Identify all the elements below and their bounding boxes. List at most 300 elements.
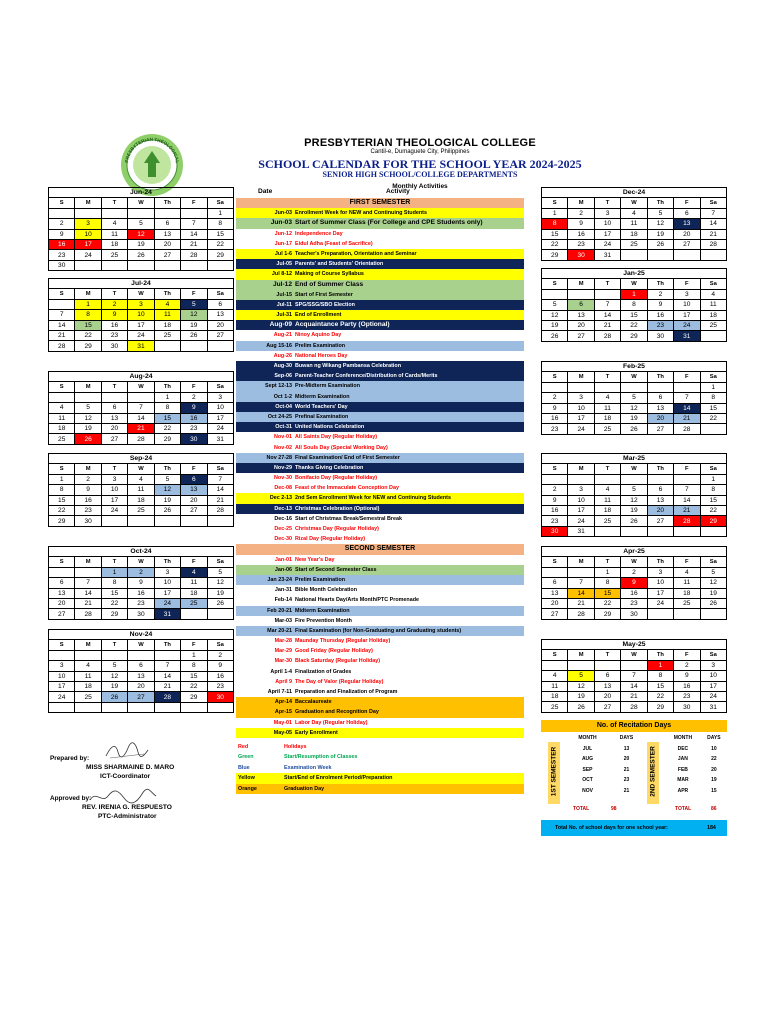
day-cell: 3 xyxy=(154,567,180,577)
empty-cell xyxy=(75,260,101,270)
day-cell: 18 xyxy=(700,310,726,320)
activity-text: Making of Course Syllabus xyxy=(295,271,364,278)
day-cell: 16 xyxy=(542,505,568,515)
day-cell: 24 xyxy=(207,423,233,433)
empty-cell xyxy=(181,609,207,619)
day-cell: 18 xyxy=(101,239,127,249)
day-cell: 12 xyxy=(101,671,127,681)
activity-date: May-05 xyxy=(273,729,292,736)
activity-text: Early Enrollment xyxy=(295,729,338,736)
activity-row xyxy=(236,656,524,666)
day-cell: 29 xyxy=(700,516,726,526)
day-cell: 20 xyxy=(181,495,207,505)
day-cell: 30 xyxy=(128,609,154,619)
day-cell: 19 xyxy=(647,229,673,239)
activity-date: Jun-17 xyxy=(274,240,292,247)
day-cell: 10 xyxy=(154,578,180,588)
legend-row xyxy=(236,773,524,783)
weekday-header: Th xyxy=(647,650,673,660)
day-cell: 23 xyxy=(542,516,568,526)
day-cell: 10 xyxy=(75,229,101,239)
seal-text: PRESBYTERIAN THEOLOGICAL xyxy=(124,136,180,164)
day-cell: 26 xyxy=(154,505,180,515)
day-cell: 12 xyxy=(207,578,233,588)
weekday-header: W xyxy=(128,382,154,392)
day-cell: 25 xyxy=(154,330,180,340)
day-cell: 23 xyxy=(647,320,673,330)
activity-row xyxy=(236,606,524,616)
empty-cell xyxy=(700,331,726,341)
recitation-days: 21 xyxy=(623,787,630,794)
legend-meaning: Start/End of Enrolment Period/Preparation xyxy=(284,775,393,782)
day-cell: 16 xyxy=(101,320,127,330)
empty-cell xyxy=(101,208,127,218)
activity-row xyxy=(236,575,524,585)
day-cell: 9 xyxy=(49,229,75,239)
day-cell: 18 xyxy=(181,588,207,598)
day-cell: 4 xyxy=(542,671,568,681)
weekday-header: M xyxy=(75,382,101,392)
activity-text: Labor Day (Regular Holiday) xyxy=(295,719,368,726)
empty-cell xyxy=(207,609,233,619)
day-cell: 27 xyxy=(101,434,127,444)
day-cell: 1 xyxy=(700,382,726,392)
activity-date: Oct-04 xyxy=(275,403,292,410)
activity-date: Dec-25 xyxy=(274,526,292,532)
school-days-total-label: Total No. of school days for one school year: xyxy=(555,825,668,831)
day-cell: 26 xyxy=(647,239,673,249)
day-cell: 10 xyxy=(207,403,233,413)
day-cell: 6 xyxy=(674,208,700,218)
day-cell: 26 xyxy=(621,516,647,526)
weekday-header: W xyxy=(621,372,647,382)
day-cell: 17 xyxy=(568,413,594,423)
empty-cell xyxy=(568,474,594,484)
day-cell: 16 xyxy=(542,413,568,423)
day-cell: 13 xyxy=(154,229,180,239)
day-cell: 22 xyxy=(154,423,180,433)
month-calendar-jan-25 xyxy=(541,268,727,342)
activity-text: Prelim Examination xyxy=(295,342,346,349)
day-cell: 3 xyxy=(568,393,594,403)
day-cell: 30 xyxy=(674,702,700,712)
day-cell: 2 xyxy=(181,392,207,402)
day-cell: 13 xyxy=(542,588,568,598)
activity-date: April 7-11 xyxy=(267,689,292,695)
day-cell: 28 xyxy=(154,692,180,702)
day-cell: 23 xyxy=(207,681,233,691)
day-cell: 18 xyxy=(75,681,101,691)
empty-cell xyxy=(154,702,180,712)
day-cell: 9 xyxy=(75,485,101,495)
day-cell: 21 xyxy=(207,495,233,505)
day-cell: 16 xyxy=(674,681,700,691)
day-cell: 6 xyxy=(49,578,75,588)
activity-date: Oct 24-25 xyxy=(267,413,292,420)
day-cell: 31 xyxy=(154,609,180,619)
activity-date: Oct-31 xyxy=(275,424,292,431)
legend-color-name: Green xyxy=(238,754,254,761)
day-cell: 22 xyxy=(75,330,101,340)
day-cell: 21 xyxy=(674,505,700,515)
semester-title: FIRST SEMESTER xyxy=(349,199,411,206)
day-cell: 10 xyxy=(647,578,673,588)
day-cell: 10 xyxy=(594,219,620,229)
first-semester-total-value: 98 xyxy=(611,806,617,812)
day-cell: 29 xyxy=(621,331,647,341)
weekday-header: Th xyxy=(154,557,180,567)
legend-meaning: Graduation Day xyxy=(284,785,325,792)
second-semester-tag xyxy=(647,742,659,804)
empty-cell xyxy=(700,250,726,260)
activity-row xyxy=(236,229,524,239)
days-column-header: DAYS xyxy=(619,735,634,742)
weekday-header: W xyxy=(128,198,154,208)
first-semester-days-table xyxy=(565,733,643,796)
day-cell: 5 xyxy=(542,300,568,310)
weekday-header: F xyxy=(674,372,700,382)
day-cell: 25 xyxy=(621,239,647,249)
day-cell: 20 xyxy=(101,423,127,433)
day-cell: 10 xyxy=(674,300,700,310)
empty-cell xyxy=(207,341,233,351)
recitation-days: 19 xyxy=(711,777,717,784)
empty-cell xyxy=(49,299,75,309)
month-title: Nov-24 xyxy=(49,630,234,640)
activity-text: New Year's Day xyxy=(295,556,335,563)
day-cell: 6 xyxy=(101,403,127,413)
empty-cell xyxy=(75,392,101,402)
activity-date: Nov-01 xyxy=(274,434,292,441)
day-cell: 23 xyxy=(128,598,154,608)
day-cell: 29 xyxy=(594,609,620,619)
day-cell: 10 xyxy=(101,485,127,495)
activity-row xyxy=(236,351,524,361)
activity-text: Teacher's Preparation, Orientation and Seminar xyxy=(295,250,417,257)
weekday-header: S xyxy=(542,372,568,382)
day-cell: 12 xyxy=(621,403,647,413)
day-cell: 26 xyxy=(207,598,233,608)
day-cell: 19 xyxy=(181,320,207,330)
activity-date: Mar-28 xyxy=(274,638,292,645)
day-cell: 15 xyxy=(207,229,233,239)
day-cell: 6 xyxy=(207,299,233,309)
month-column-header: MONTH xyxy=(673,735,693,742)
empty-cell xyxy=(128,260,154,270)
day-cell: 2 xyxy=(75,474,101,484)
day-cell: 19 xyxy=(542,320,568,330)
day-cell: 5 xyxy=(128,219,154,229)
day-cell: 17 xyxy=(594,229,620,239)
empty-cell xyxy=(75,702,101,712)
empty-cell xyxy=(542,474,568,484)
activity-row xyxy=(236,555,524,565)
day-cell: 23 xyxy=(101,330,127,340)
weekday-header: F xyxy=(674,557,700,567)
weekday-header: S xyxy=(542,198,568,208)
day-cell: 1 xyxy=(647,660,673,670)
empty-cell xyxy=(674,250,700,260)
activity-date: Mar-29 xyxy=(274,648,292,655)
day-cell: 1 xyxy=(621,289,647,299)
day-cell: 1 xyxy=(207,208,233,218)
activity-row xyxy=(236,443,524,453)
activity-text: United Nations Celebration xyxy=(295,424,365,431)
day-cell: 10 xyxy=(128,310,154,320)
day-cell: 4 xyxy=(101,219,127,229)
day-cell: 8 xyxy=(700,393,726,403)
activity-date: Dec 2-13 xyxy=(269,495,292,502)
weekday-header: F xyxy=(674,279,700,289)
month-title: Jun-24 xyxy=(49,188,234,198)
day-cell: 20 xyxy=(542,598,568,608)
day-cell: 15 xyxy=(700,403,726,413)
day-cell: 25 xyxy=(700,320,726,330)
weekday-header: Sa xyxy=(207,289,233,299)
activity-text: Acquaintance Party (Optional) xyxy=(295,321,390,329)
weekday-header: W xyxy=(128,557,154,567)
day-cell: 4 xyxy=(181,567,207,577)
recitation-month: JUL xyxy=(582,745,593,752)
day-cell: 9 xyxy=(542,403,568,413)
empty-cell xyxy=(181,516,207,526)
weekday-header: Sa xyxy=(700,372,726,382)
day-cell: 20 xyxy=(674,229,700,239)
empty-cell xyxy=(154,341,180,351)
activity-text: Start of First Semester xyxy=(295,291,353,298)
day-cell: 4 xyxy=(128,474,154,484)
day-cell: 26 xyxy=(128,250,154,260)
activity-date: Jul-11 xyxy=(276,301,292,308)
day-cell: 20 xyxy=(128,681,154,691)
weekday-header: Sa xyxy=(207,640,233,650)
day-cell: 24 xyxy=(594,239,620,249)
empty-cell xyxy=(621,660,647,670)
day-cell: 17 xyxy=(568,505,594,515)
day-cell: 15 xyxy=(621,310,647,320)
day-cell: 20 xyxy=(647,413,673,423)
activity-text: National Hearts Day/Arts Month/PTC Promenade xyxy=(295,597,420,604)
days-column-header: DAYS xyxy=(707,735,721,742)
day-cell: 4 xyxy=(700,289,726,299)
empty-cell xyxy=(49,650,75,660)
legend-row xyxy=(236,763,524,773)
weekday-header: M xyxy=(568,557,594,567)
empty-cell xyxy=(568,567,594,577)
weekday-header: T xyxy=(594,650,620,660)
date-column-header: Date xyxy=(258,188,273,195)
section-title: Monthly Activities xyxy=(392,182,448,190)
weekday-header: F xyxy=(181,198,207,208)
day-cell: 15 xyxy=(49,495,75,505)
day-cell: 16 xyxy=(647,310,673,320)
day-cell: 23 xyxy=(181,423,207,433)
weekday-header: Th xyxy=(154,640,180,650)
legend-color-name: Yellow xyxy=(238,775,255,782)
day-cell: 15 xyxy=(647,681,673,691)
month-title: Jul-24 xyxy=(49,279,234,289)
activity-date: Aug-26 xyxy=(273,352,292,359)
activity-row xyxy=(236,361,524,371)
day-cell: 11 xyxy=(594,403,620,413)
semester-title: SECOND SEMESTER xyxy=(344,545,416,553)
activity-text: Pre-Midterm Examination xyxy=(295,383,361,390)
day-cell: 28 xyxy=(594,331,620,341)
activity-row xyxy=(236,514,524,524)
weekday-header: M xyxy=(568,279,594,289)
empty-cell xyxy=(647,474,673,484)
month-calendar-aug-24 xyxy=(48,371,234,445)
day-cell: 9 xyxy=(181,403,207,413)
day-cell: 4 xyxy=(594,393,620,403)
activity-date: Nov 27-28 xyxy=(266,454,292,461)
day-cell: 22 xyxy=(207,239,233,249)
month-calendar-jun-24 xyxy=(48,187,234,271)
day-cell: 11 xyxy=(594,495,620,505)
weekday-header: Th xyxy=(647,372,673,382)
activity-row xyxy=(236,707,524,717)
recitation-days: 10 xyxy=(711,745,717,752)
activity-date: Jul 1-6 xyxy=(274,250,292,257)
day-cell: 7 xyxy=(621,671,647,681)
empty-cell xyxy=(128,392,154,402)
day-cell: 29 xyxy=(154,434,180,444)
day-cell: 12 xyxy=(542,310,568,320)
day-cell: 31 xyxy=(674,331,700,341)
activity-row xyxy=(236,524,524,534)
day-cell: 9 xyxy=(128,578,154,588)
day-cell: 31 xyxy=(128,341,154,351)
day-cell: 4 xyxy=(674,567,700,577)
weekday-header: M xyxy=(568,198,594,208)
day-cell: 15 xyxy=(700,495,726,505)
weekday-header: M xyxy=(75,640,101,650)
day-cell: 3 xyxy=(594,208,620,218)
day-cell: 17 xyxy=(75,239,101,249)
empty-cell xyxy=(621,526,647,536)
month-calendar-jul-24 xyxy=(48,278,234,352)
day-cell: 5 xyxy=(154,474,180,484)
second-semester-total-value: 86 xyxy=(711,806,717,812)
empty-cell xyxy=(101,702,127,712)
day-cell: 30 xyxy=(542,526,568,536)
day-cell: 5 xyxy=(700,567,726,577)
activity-date: Jan-01 xyxy=(274,556,292,563)
weekday-header: Th xyxy=(647,464,673,474)
day-cell: 28 xyxy=(700,239,726,249)
activity-text: Independence Day xyxy=(295,230,343,237)
month-calendar-apr-25 xyxy=(541,546,727,620)
day-cell: 31 xyxy=(594,250,620,260)
activity-row xyxy=(236,218,524,228)
day-cell: 11 xyxy=(128,485,154,495)
activity-text: National Heroes Day xyxy=(295,352,348,359)
activity-date: Oct 1-2 xyxy=(273,393,292,400)
weekday-header: W xyxy=(621,279,647,289)
activity-column-header: Activity xyxy=(386,188,410,195)
day-cell: 25 xyxy=(542,702,568,712)
month-title: Jan-25 xyxy=(542,269,727,279)
day-cell: 14 xyxy=(49,320,75,330)
prepared-by-role: ICT-Coordinator xyxy=(100,773,151,780)
activity-text: Midterm Examination xyxy=(295,393,350,400)
empty-cell xyxy=(621,250,647,260)
activity-date: Nov-30 xyxy=(274,475,292,482)
recitation-days: 22 xyxy=(711,756,717,763)
empty-cell xyxy=(49,208,75,218)
activity-date: Jun-12 xyxy=(274,230,292,237)
day-cell: 16 xyxy=(207,671,233,681)
empty-cell xyxy=(594,474,620,484)
day-cell: 30 xyxy=(568,250,594,260)
day-cell: 8 xyxy=(154,403,180,413)
day-cell: 8 xyxy=(207,219,233,229)
day-cell: 12 xyxy=(568,681,594,691)
activity-row xyxy=(236,320,524,330)
day-cell: 2 xyxy=(101,299,127,309)
day-cell: 18 xyxy=(128,495,154,505)
weekday-header: Th xyxy=(154,289,180,299)
day-cell: 28 xyxy=(568,609,594,619)
day-cell: 7 xyxy=(568,578,594,588)
day-cell: 13 xyxy=(594,681,620,691)
month-title: May-25 xyxy=(542,640,727,650)
weekday-header: M xyxy=(75,198,101,208)
activity-date: Nov-02 xyxy=(274,444,292,451)
day-cell: 23 xyxy=(621,598,647,608)
empty-cell xyxy=(647,526,673,536)
day-cell: 10 xyxy=(49,671,75,681)
day-cell: 12 xyxy=(621,495,647,505)
empty-cell xyxy=(49,702,75,712)
day-cell: 1 xyxy=(75,299,101,309)
day-cell: 1 xyxy=(700,474,726,484)
day-cell: 9 xyxy=(647,300,673,310)
day-cell: 11 xyxy=(181,578,207,588)
weekday-header: S xyxy=(49,557,75,567)
recitation-days: 21 xyxy=(623,766,630,773)
activity-date: Mar-30 xyxy=(274,658,292,665)
activity-text: Baccalaureate xyxy=(295,699,332,706)
day-cell: 27 xyxy=(128,692,154,702)
activity-date: Jun-03 xyxy=(274,210,292,217)
day-cell: 16 xyxy=(75,495,101,505)
empty-cell xyxy=(594,660,620,670)
activity-row xyxy=(236,392,524,402)
day-cell: 16 xyxy=(621,588,647,598)
month-title: Mar-25 xyxy=(542,454,727,464)
activity-row xyxy=(236,616,524,626)
activity-text: All Souls Day (Special Working Day) xyxy=(295,444,388,451)
day-cell: 10 xyxy=(700,671,726,681)
legend-meaning: Start/Resumption of Classes xyxy=(284,754,358,761)
activity-row xyxy=(236,646,524,656)
day-cell: 20 xyxy=(154,239,180,249)
day-cell: 15 xyxy=(75,320,101,330)
day-cell: 13 xyxy=(181,485,207,495)
day-cell: 26 xyxy=(75,434,101,444)
activity-text: Final Examination (for Non-Graduating and Graduating students) xyxy=(295,627,462,634)
activity-row xyxy=(236,585,524,595)
weekday-header: T xyxy=(101,198,127,208)
activity-text: Prelim Examination xyxy=(295,576,346,583)
activity-text: Final Examination/ End of First Semester xyxy=(295,454,400,461)
activity-row xyxy=(236,718,524,728)
second-semester-label: 2ND SEMESTER xyxy=(649,746,657,797)
day-cell: 27 xyxy=(181,505,207,515)
weekday-header: F xyxy=(674,464,700,474)
day-cell: 25 xyxy=(594,516,620,526)
